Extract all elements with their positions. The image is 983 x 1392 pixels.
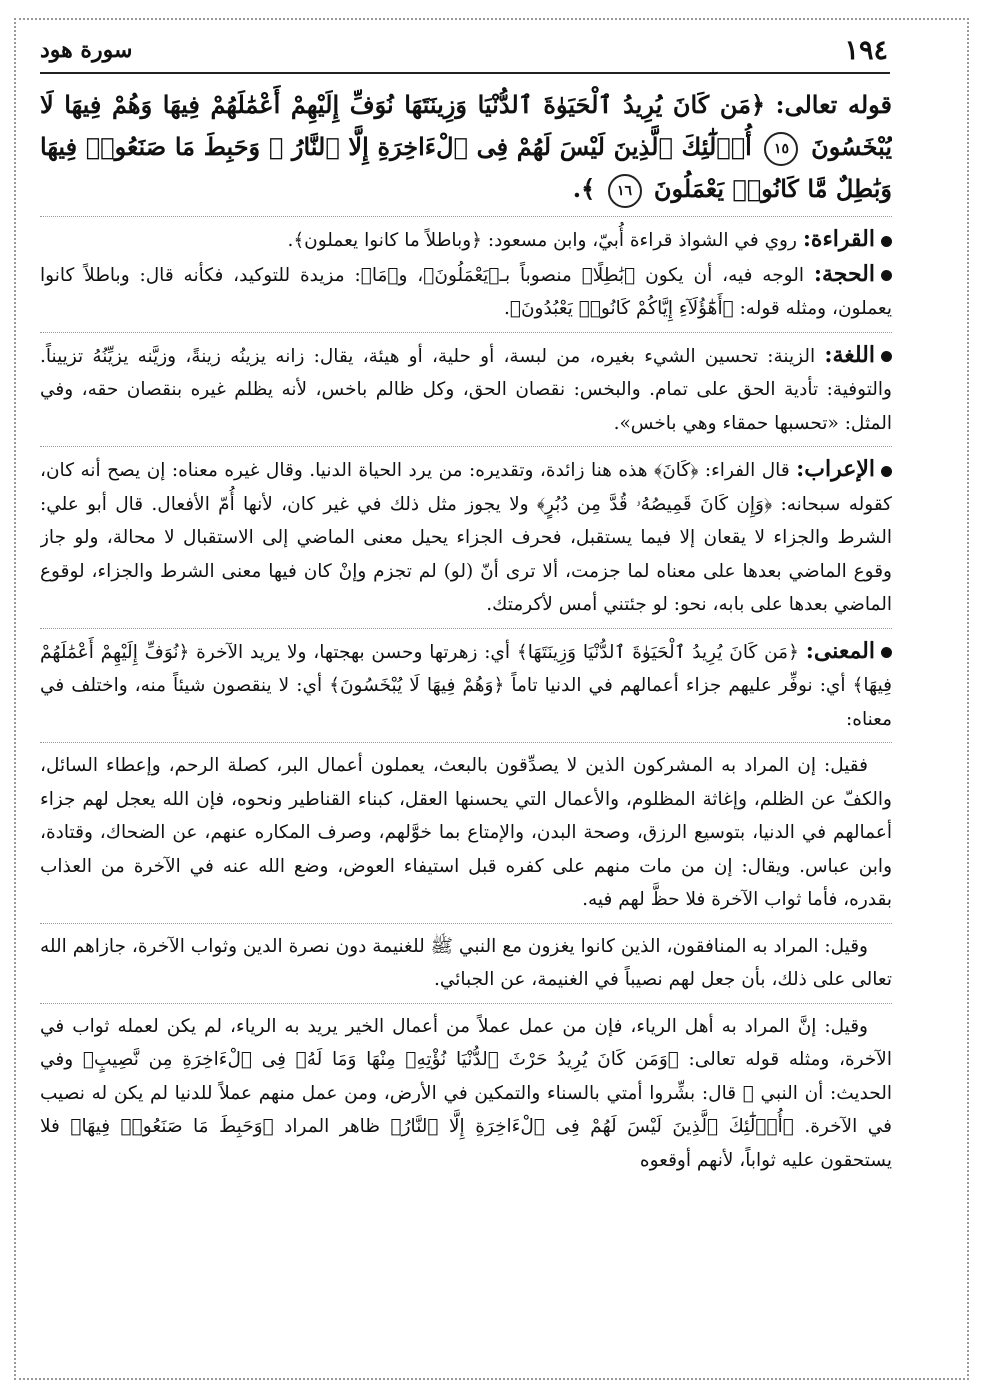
section-mana [40, 635, 892, 737]
section-qiraa [40, 223, 892, 258]
section-divider [40, 332, 892, 333]
verse-text-1: ﴿مَن كَانَ يُرِيدُ ٱلْحَيَوٰةَ ٱلدُّنْيَا وَزِينَتَهَا نُوَفِّ إِلَيْهِمْ أَعْمَٰلَهُمْ فِيهَا وَهُمْ فِيهَا لَا يُبْخَسُونَ [40, 90, 892, 161]
header-rule [40, 72, 890, 74]
verse-close: ﴾. [572, 174, 596, 203]
section-text: الوجه فيه، أن يكون ﴿بَٰطِلًا﴾ منصوباً بـ﴿يَعْمَلُونَ﴾، و﴿مَا﴾: مزيدة للتوكيد، فكأنه قال: وباطلاً كانوا يعملون، ومثله قوله: ﴿أَهَٰٓؤُلَآءِ إِيَّاكُمْ كَانُوا۟ يَعْبُدُونَ﴾. [40, 264, 892, 319]
section-divider [40, 446, 892, 447]
bullet-icon [881, 236, 892, 247]
commentary-paragraph-1: فقيل: إن المراد به المشركون الذين لا يصدِّقون بالبعث، يعملون أعمال البر، كصلة الرحم، وإعطاء السائل، والكفّ عن الظلم، وإغاثة المظلوم، والأعمال التي يحسنها العقل، كبناء القناطير ونحوه، فإن الله يعجل لهم جزاء أعمالهم في الدنيا، بتوسيع الرزق، وصحة البدن، والإمتاع بما خوَّلهم، وصرف المكاره عنهم، عن الضحاك، وقتادة، وابن عباس. ويقال: إن من مات منهم على كفره قبل استيفاء العوض، وضع الله عنه في الآخرة من العذاب بقدره، فأما ثواب الآخرة فلا حظَّ لهم فيه. [40, 755, 892, 910]
section-term: اللغة: [824, 341, 875, 368]
section-text: روي في الشواذ قراءة أُبيّ، وابن مسعود: ﴿وباطلاً ما كانوا يعملون﴾. [287, 230, 797, 251]
page-header [40, 30, 888, 70]
ayah-number-16: ١٦ [608, 174, 642, 208]
section-divider [40, 628, 892, 629]
section-divider [40, 742, 892, 743]
verse-lead: قوله تعالى: [775, 90, 892, 119]
section-term: الحجة: [813, 260, 875, 287]
surah-name: سورة هود [40, 37, 133, 63]
section-lugha [40, 339, 892, 441]
section-hujja [40, 258, 892, 326]
section-text: ﴿مَن كَانَ يُرِيدُ ٱلْحَيَوٰةَ ٱلدُّنْيَا وَزِينَتَهَا﴾ أي: زهرتها وحسن بهجتها، ولا يريد الآخرة ﴿نُوَفِّ إِلَيْهِمْ أَعْمَٰلَهُمْ فِيهَا﴾ أي: نوفِّر عليهم جزاء أعمالهم في الدنيا تاماً ﴿وَهُمْ فِيهَا لَا يُبْخَسُونَ﴾ أي: لا ينقصون شيئاً منه، واختلف في معناه: [40, 641, 892, 730]
section-divider [40, 1003, 892, 1004]
section-term: المعنى: [805, 637, 875, 664]
verse-text-2: أُو۟لَٰٓئِكَ ٱلَّذِينَ لَيْسَ لَهُمْ فِى ٱلْءَاخِرَةِ إِلَّا ٱلنَّارُ ۖ وَحَبِطَ مَا صَنَعُوا۟ فِيهَا وَبَٰطِلٌ مَّا كَانُوا۟ يَعْمَلُونَ [40, 132, 892, 203]
commentary-paragraph-2: وقيل: المراد به المنافقون، الذين كانوا يغزون مع النبي ﷺ للغنيمة دون نصرة الدين وثواب الآخرة، جازاهم الله تعالى على ذلك، بأن جعل لهم نصيباً في الغنيمة، عن الجبائي. [40, 935, 892, 990]
bullet-icon [881, 351, 892, 362]
section-divider [40, 923, 892, 924]
section-term: الإعراب: [796, 456, 876, 482]
page-content [40, 84, 892, 1374]
section-irab [40, 453, 892, 622]
section-text: الزينة: تحسين الشيء بغيره، من لبسة، أو حلية، أو هيئة، يقال: زانه يزينُه زينةً، وزيَّنه يزيِّنُهُ تزييناً. والتوفية: تأدية الحق على تمام. والبخس: نقصان الحق، وكل ظالم باخس، لأنه يظلم غيره بنقصان حقه، وفي المثل: «تحسبها حمقاء وهي باخس». [40, 345, 892, 434]
ayah-number-15: ١٥ [764, 132, 798, 166]
bullet-icon [881, 270, 892, 281]
section-divider [40, 216, 892, 217]
section-text: قال الفراء: ﴿كَانَ﴾ هذه هنا زائدة، وتقديره: من يرد الحياة الدنيا. وقال غيره معناه: إن يصح أنه كان، كقوله سبحانه: ﴿وَإِن كَانَ قَمِيصُهُۥ قُدَّ مِن دُبُرٍ﴾ ولا يجوز مثل ذلك في غير كان، لأنها أُمّ الأفعال. قال أبو علي: الشرط والجزاء لا يقعان إلا فيما يستقبل، فحرف الجزاء يحيل معنى الماضي إلى الاستقبال لا محالة، ولو جاز وقوع الماضي بعدها على معناه لما جزمت، ألا ترى أنّ (لو) لم تجزم وإنْ كان فيها معنى الشرط والجزاء، لوقوع الماضي بعدها على بابه، نحو: لو جئتني أمس لأكرمتك. [40, 460, 892, 615]
commentary-paragraph-3: وقيل: إنَّ المراد به أهل الرياء، فإن من عمل عملاً من أعمال الخير يريد به الرياء، لم يكن لعمله ثواب في الآخرة، ومثله قوله تعالى: ﴿وَمَن كَانَ يُرِيدُ حَرْثَ ٱلدُّنْيَا نُؤْتِهِۦ مِنْهَا وَمَا لَهُۥ فِى ٱلْءَاخِرَةِ مِن نَّصِيبٍ﴾ وفي الحديث: أن النبي ﷺ قال: بشِّروا أمتي بالسناء والتمكين في الأرض، ومن عمل منهم عملاً للدنيا لم يكن له نصيب في الآخرة. ﴿أُو۟لَٰٓئِكَ ٱلَّذِينَ لَيْسَ لَهُمْ فِى ٱلْءَاخِرَةِ إِلَّا ٱلنَّارُ﴾ ظاهر المراد ﴿وَحَبِطَ مَا صَنَعُوا۟ فِيهَا﴾ فلا يستحقون عليه ثواباً، لأنهم أوقعوه [40, 1015, 892, 1171]
section-term: القراءة: [802, 226, 875, 252]
bullet-icon [881, 466, 892, 477]
page-number: ١٩٤ [844, 34, 888, 66]
bullet-icon [881, 647, 892, 658]
verse-block [40, 84, 892, 210]
